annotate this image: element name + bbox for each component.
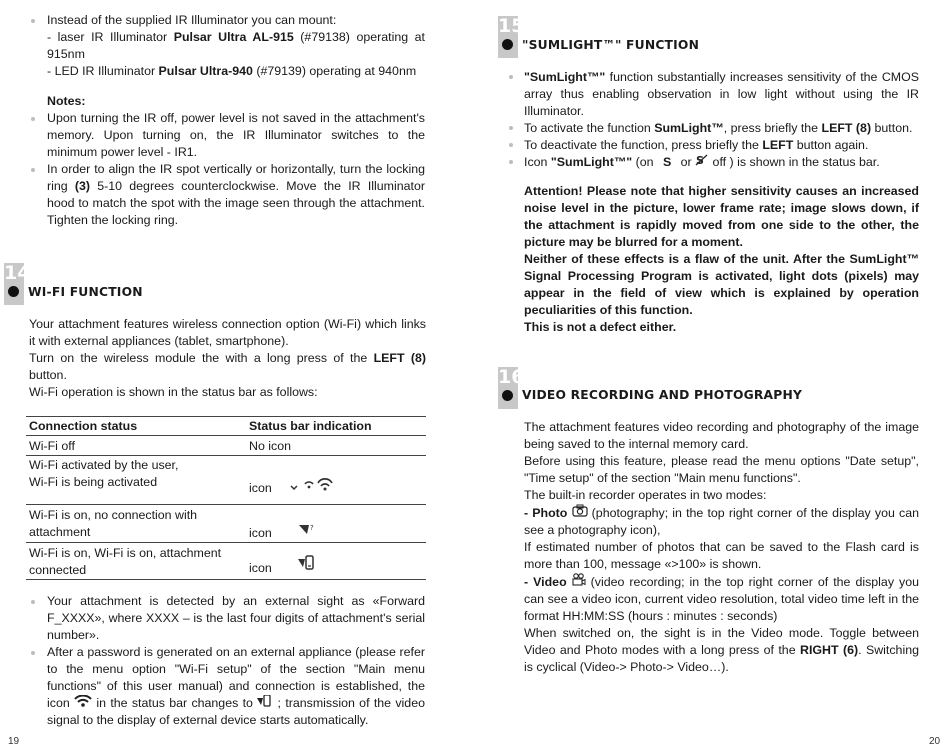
device-connected-icon (297, 561, 317, 575)
table-cell: Wi-Fi is on, Wi-Fi is on, attachment connected (29, 546, 222, 577)
table-cell: icon ? (246, 505, 426, 543)
wifi-no-connection-icon (297, 526, 317, 540)
bullet (31, 19, 35, 23)
column-header: Status bar indication (249, 419, 372, 433)
table-row (26, 543, 426, 580)
bullet (31, 117, 35, 121)
table-cell: Wi-Fi off (29, 439, 75, 453)
wifi-icon (74, 696, 92, 710)
table-cell: icon (246, 456, 426, 505)
attention-block: Attention! Please note that higher sensitivity causes an increased noise level in the picture, lower frame rate; image slows down, if the attachment is rapidly moved from one side to the other, the picture may be blurred for a moment. Neither of these effects is a flaw of the unit. After the SumLight™ Signal Processing Program is activated, light dots (pixels) may appear in the field of view which is explained by operation peculiarities of this function. This is not a defect either. (524, 184, 919, 334)
ir-alternatives (47, 12, 425, 80)
bullet (31, 168, 35, 172)
section-bullet (502, 390, 513, 401)
section-title: WI-FI FUNCTION (28, 285, 143, 299)
sumlight-activate: To activate the function SumLight™, press briefly the LEFT (8) button. (524, 121, 913, 135)
sumlight-description: "SumLight™" function substantially increases sensitivity of the CMOS array thus enabling observation in low light without using the IR Illuminator. (524, 70, 919, 118)
ir-intro: Instead of the supplied IR Illuminator you can mount: (47, 13, 337, 27)
notes-title: Notes: (47, 94, 86, 108)
bullet (509, 160, 513, 164)
password-note: After a password is generated on an external appliance (please refer to the menu option "Wi-Fi setup" of the section "Main menu functions" of this user manual) and connection is established, the icon in the status bar changes to ; transmission of the video signal to the display of external device starts automatically. (47, 645, 425, 727)
svg-text:S: S (696, 154, 705, 166)
section-number: 14 (4, 263, 24, 305)
wifi-description: Your attachment features wireless connection option (Wi-Fi) which links it with external appliances (tablet, smartphone). Turn on the wireless module the with a long press of the LEFT (8) button. Wi-Fi operation is shown in the status bar as follows: (29, 317, 426, 399)
table-cell: icon (246, 543, 426, 580)
page-number: 19 (8, 736, 20, 747)
wifi-status-table (26, 416, 426, 580)
video-section-body: The attachment features video recording and photography of the image being saved to the internal memory card. Before using this feature, please read the menu options "Date setup", "Time setup" of the section "Main menu functions". The built-in recorder operates in two modes: - Photo (photography; in the top right corner of the display you can see a photography icon), If estimated number of photos that can be saved to the Flash card is more than 100, message «>100» is shown. - Video (video recording; in the top right corner of the display you can see a video icon, current video resolution, total video time left in the format HH:MM:SS (hours : minutes : seconds) When switched on, the sight is in the Video mode. Toggle between Video and Photo modes with a long press of the RIGHT (6). Switching is cyclical (Video-> Photo-> Video…). (524, 420, 919, 674)
column-header: Connection status (29, 419, 138, 433)
page-number: 20 (929, 736, 941, 747)
sumlight-off-icon (695, 155, 709, 169)
table-row (26, 436, 426, 456)
table-header (26, 417, 426, 436)
table-cell: Wi-Fi is on, no connection with attachment (29, 508, 198, 539)
table-row (26, 456, 426, 505)
video-icon (572, 575, 586, 589)
table-row (26, 505, 426, 543)
led-option: - LED IR Illuminator Pulsar Ultra-940 (#79139) operating at 940nm (47, 64, 417, 78)
laser-option: - laser IR Illuminator Pulsar Ultra AL-915 (#79138) operating at 915nm (47, 30, 425, 61)
bullet (31, 651, 35, 655)
section-number: 15 (498, 16, 518, 58)
section-bullet (8, 286, 19, 297)
wifi-activating-icon (289, 481, 335, 495)
section-title: "SUMLIGHT™" FUNCTION (522, 38, 700, 52)
section-bullet (502, 39, 513, 50)
bullet (31, 600, 35, 604)
camera-icon (572, 506, 588, 520)
sumlight-icon-note: Icon "SumLight™" (on S or S off ) is shown in the status bar. (524, 154, 880, 169)
section-number: 16 (498, 367, 518, 409)
device-connected-icon (257, 696, 273, 710)
svg-text:?: ? (310, 524, 314, 532)
bullet (509, 75, 513, 79)
sumlight-deactivate: To deactivate the function, press briefly the LEFT button again. (524, 138, 869, 152)
bullet (509, 126, 513, 130)
table-cell: No icon (249, 439, 292, 453)
detected-as-note: Your attachment is detected by an external sight as «Forward F_XXXX», where XXXX – is the last four digits of attachment's serial number». (47, 594, 425, 642)
note-2: In order to align the IR spot vertically or horizontally, turn the locking ring (3) 5-10 degrees counterclockwise. Move the IR Illuminator hood to match the spot with the image seen through the attachment. Tighten the locking ring. (47, 162, 425, 227)
section-title: VIDEO RECORDING AND PHOTOGRAPHY (522, 388, 803, 402)
bullet (509, 143, 513, 147)
note-1: Upon turning the IR off, power level is not saved in the attachment's memory. Upon turning on, the IR Illuminator switches to the minimum power level - IR1. (47, 111, 425, 159)
table-cell: Wi-Fi activated by the user, Wi-Fi is being activated (29, 458, 179, 489)
